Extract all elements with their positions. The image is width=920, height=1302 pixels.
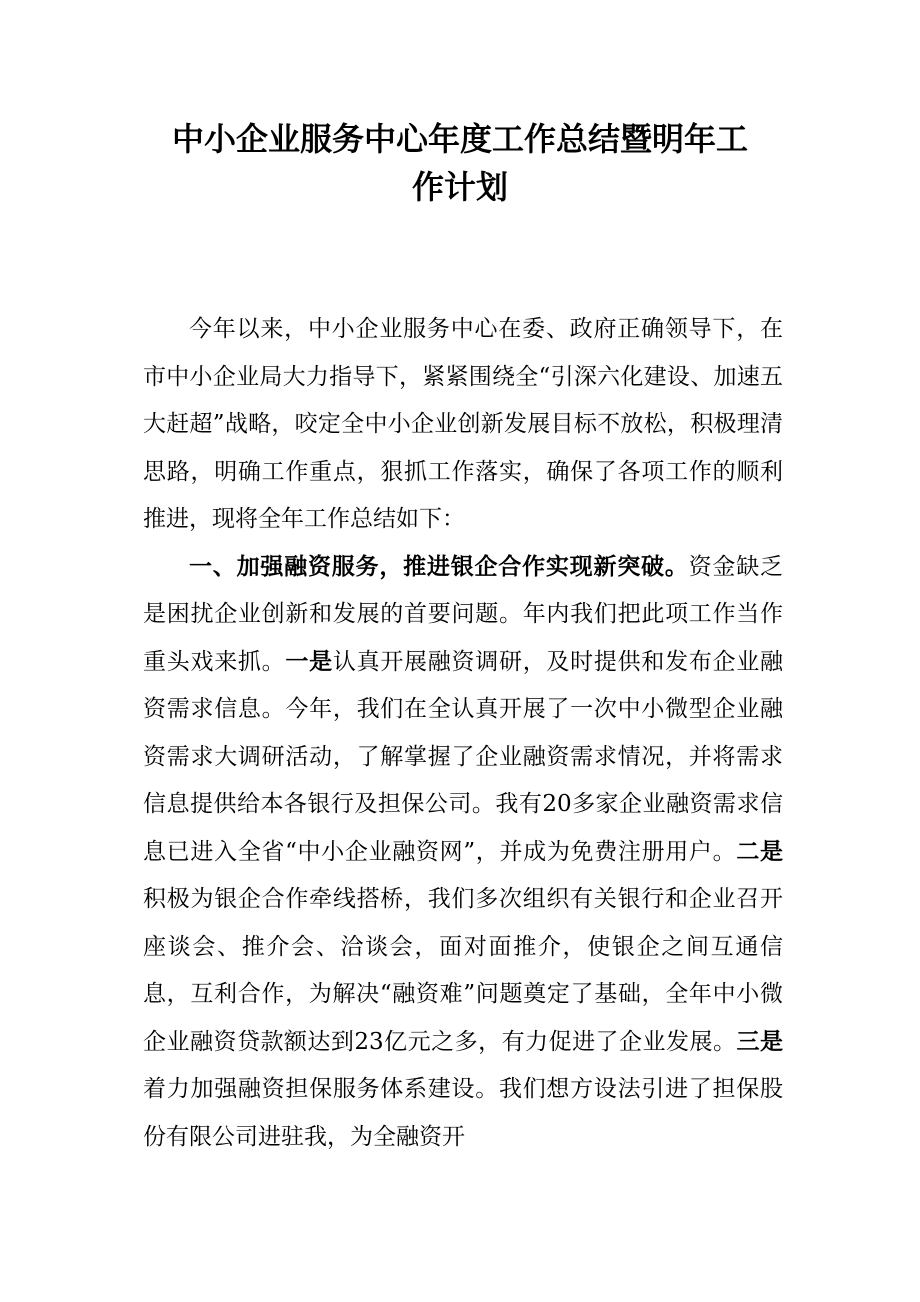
- point-2-text: 积极为银企合作牵线搭桥，我们多次组织有关银行和企业召开座谈会、推介会、洽谈会，面对面推介，使银企之间互通信息，互利合作，为解决“融资难”问题奠定了基础，全年中小微企业融资贷款额达到23亿元之多，有力促进了企业发展。: [143, 886, 783, 1055]
- intro-paragraph: [143, 306, 783, 544]
- point-1-text: 认真开展融资调研，及时提供和发布企业融资需求信息。今年，我们在全认真开展了一次中小微型企业融资需求大调研活动，了解掌握了企业融资需求情况，并将需求信息提供给本各银行及担保公司。我有20多家企业融资需求信息已进入全省“中小企业融资网”，并成为免费注册用户。: [143, 648, 784, 865]
- document-title-line-1: 中小企业服务中心年度工作总结暨明年工: [171, 120, 748, 158]
- document-body: [143, 306, 783, 1161]
- intro-text: 今年以来，中小企业服务中心在委、政府正确领导下，在市中小企业局大力指导下，紧紧围绕全“引深六化建设、加速五大赶超”战略，咬定全中小企业创新发展目标不放松，积极理清思路，明确工作重点，狠抓工作落实，确保了各项工作的顺利推进，现将全年工作总结如下：: [143, 316, 783, 532]
- point-2-label: 二是: [736, 838, 783, 865]
- section-1-paragraph: [143, 544, 783, 1162]
- section-1-text: 资金缺乏是困扰企业创新和发展的首要问题。年内我们把此项工作当作重头戏来抓。: [143, 553, 784, 675]
- point-1-label: 一是: [285, 648, 333, 675]
- document-title-line-2: 作计划: [411, 168, 508, 206]
- point-3-text: 着力加强融资担保服务体系建设。我们想方设法引进了担保股份有限公司进驻我，为全融资开: [143, 1076, 783, 1150]
- point-3-label: 三是: [736, 1028, 783, 1055]
- section-1-heading: 一、加强融资服务，推进银企合作实现新突破。: [189, 553, 689, 580]
